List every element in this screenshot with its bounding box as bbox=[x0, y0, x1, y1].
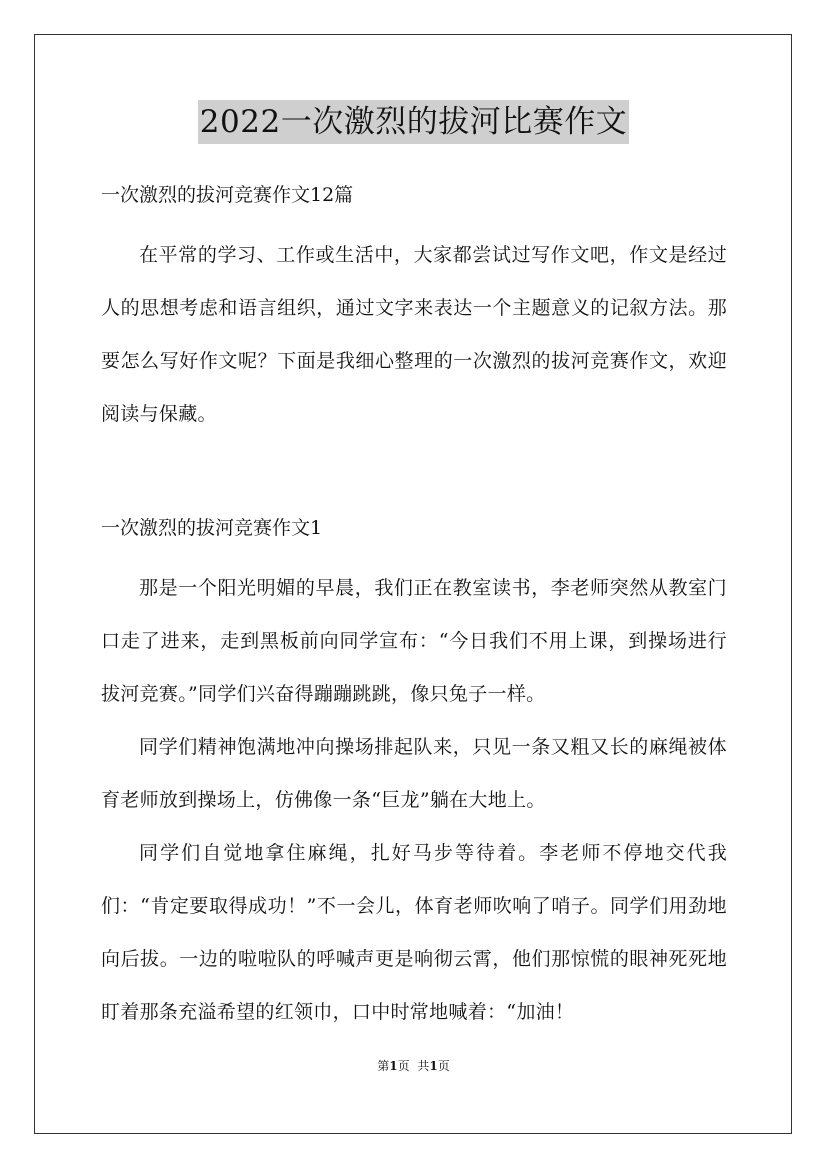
total-unit: 页 bbox=[437, 1059, 450, 1073]
section-spacer bbox=[101, 441, 727, 510]
section-heading: 一次激烈的拔河竞赛作文1 bbox=[101, 517, 323, 539]
body-paragraph: 那是一个阳光明媚的早晨，我们正在教室读书，李老师突然从教室门口走了进来，走到黑板前向同学宣布：“今日我们不用上课，到操场进行拔河竞赛。”同学们兴奋得蹦蹦跳跳，像只兔子一样。 bbox=[101, 577, 727, 705]
body-paragraph: 同学们自觉地拿住麻绳，扎好马步等待着。李老师不停地交代我们：“肯定要取得成功！”不一会儿，体育老师吹响了哨子。同学们用劲地向后拔。一边的啦啦队的呼喊声更是响彻云霄，他们那惊慌的眼神死死地盯着那条充溢希望的红领巾，口中时常地喊着：“加油！ bbox=[101, 842, 727, 1023]
document-body bbox=[101, 177, 727, 1039]
page-prefix: 第 bbox=[377, 1059, 390, 1073]
total-prefix: 共 bbox=[417, 1059, 430, 1073]
document-title[interactable]: 2022一次激烈的拔河比赛作文 bbox=[198, 100, 629, 144]
body-paragraph: 同学们精神饱满地冲向操场排起队来，只见一条又粗又长的麻绳被体育老师放到操场上，仿佛像一条“巨龙”躺在大地上。 bbox=[101, 736, 727, 811]
document-subtitle: 一次激烈的拔河竞赛作文12篇 bbox=[101, 184, 354, 206]
page-unit: 页 bbox=[397, 1059, 410, 1073]
page-footer bbox=[0, 1057, 827, 1074]
intro-paragraph: 在平常的学习、工作或生活中，大家都尝试过写作文吧，作文是经过人的思想考虑和语言组织，通过文字来表达一个主题意义的记叙方法。那要怎么写好作文呢？下面是我细心整理的一次激烈的拔河竞赛作文，欢迎阅读与保藏。 bbox=[101, 244, 727, 425]
document-title-wrapper bbox=[0, 100, 827, 144]
total-pages: 1 bbox=[429, 1059, 438, 1073]
page-number: 1 bbox=[389, 1059, 398, 1073]
section-body bbox=[101, 562, 727, 1039]
